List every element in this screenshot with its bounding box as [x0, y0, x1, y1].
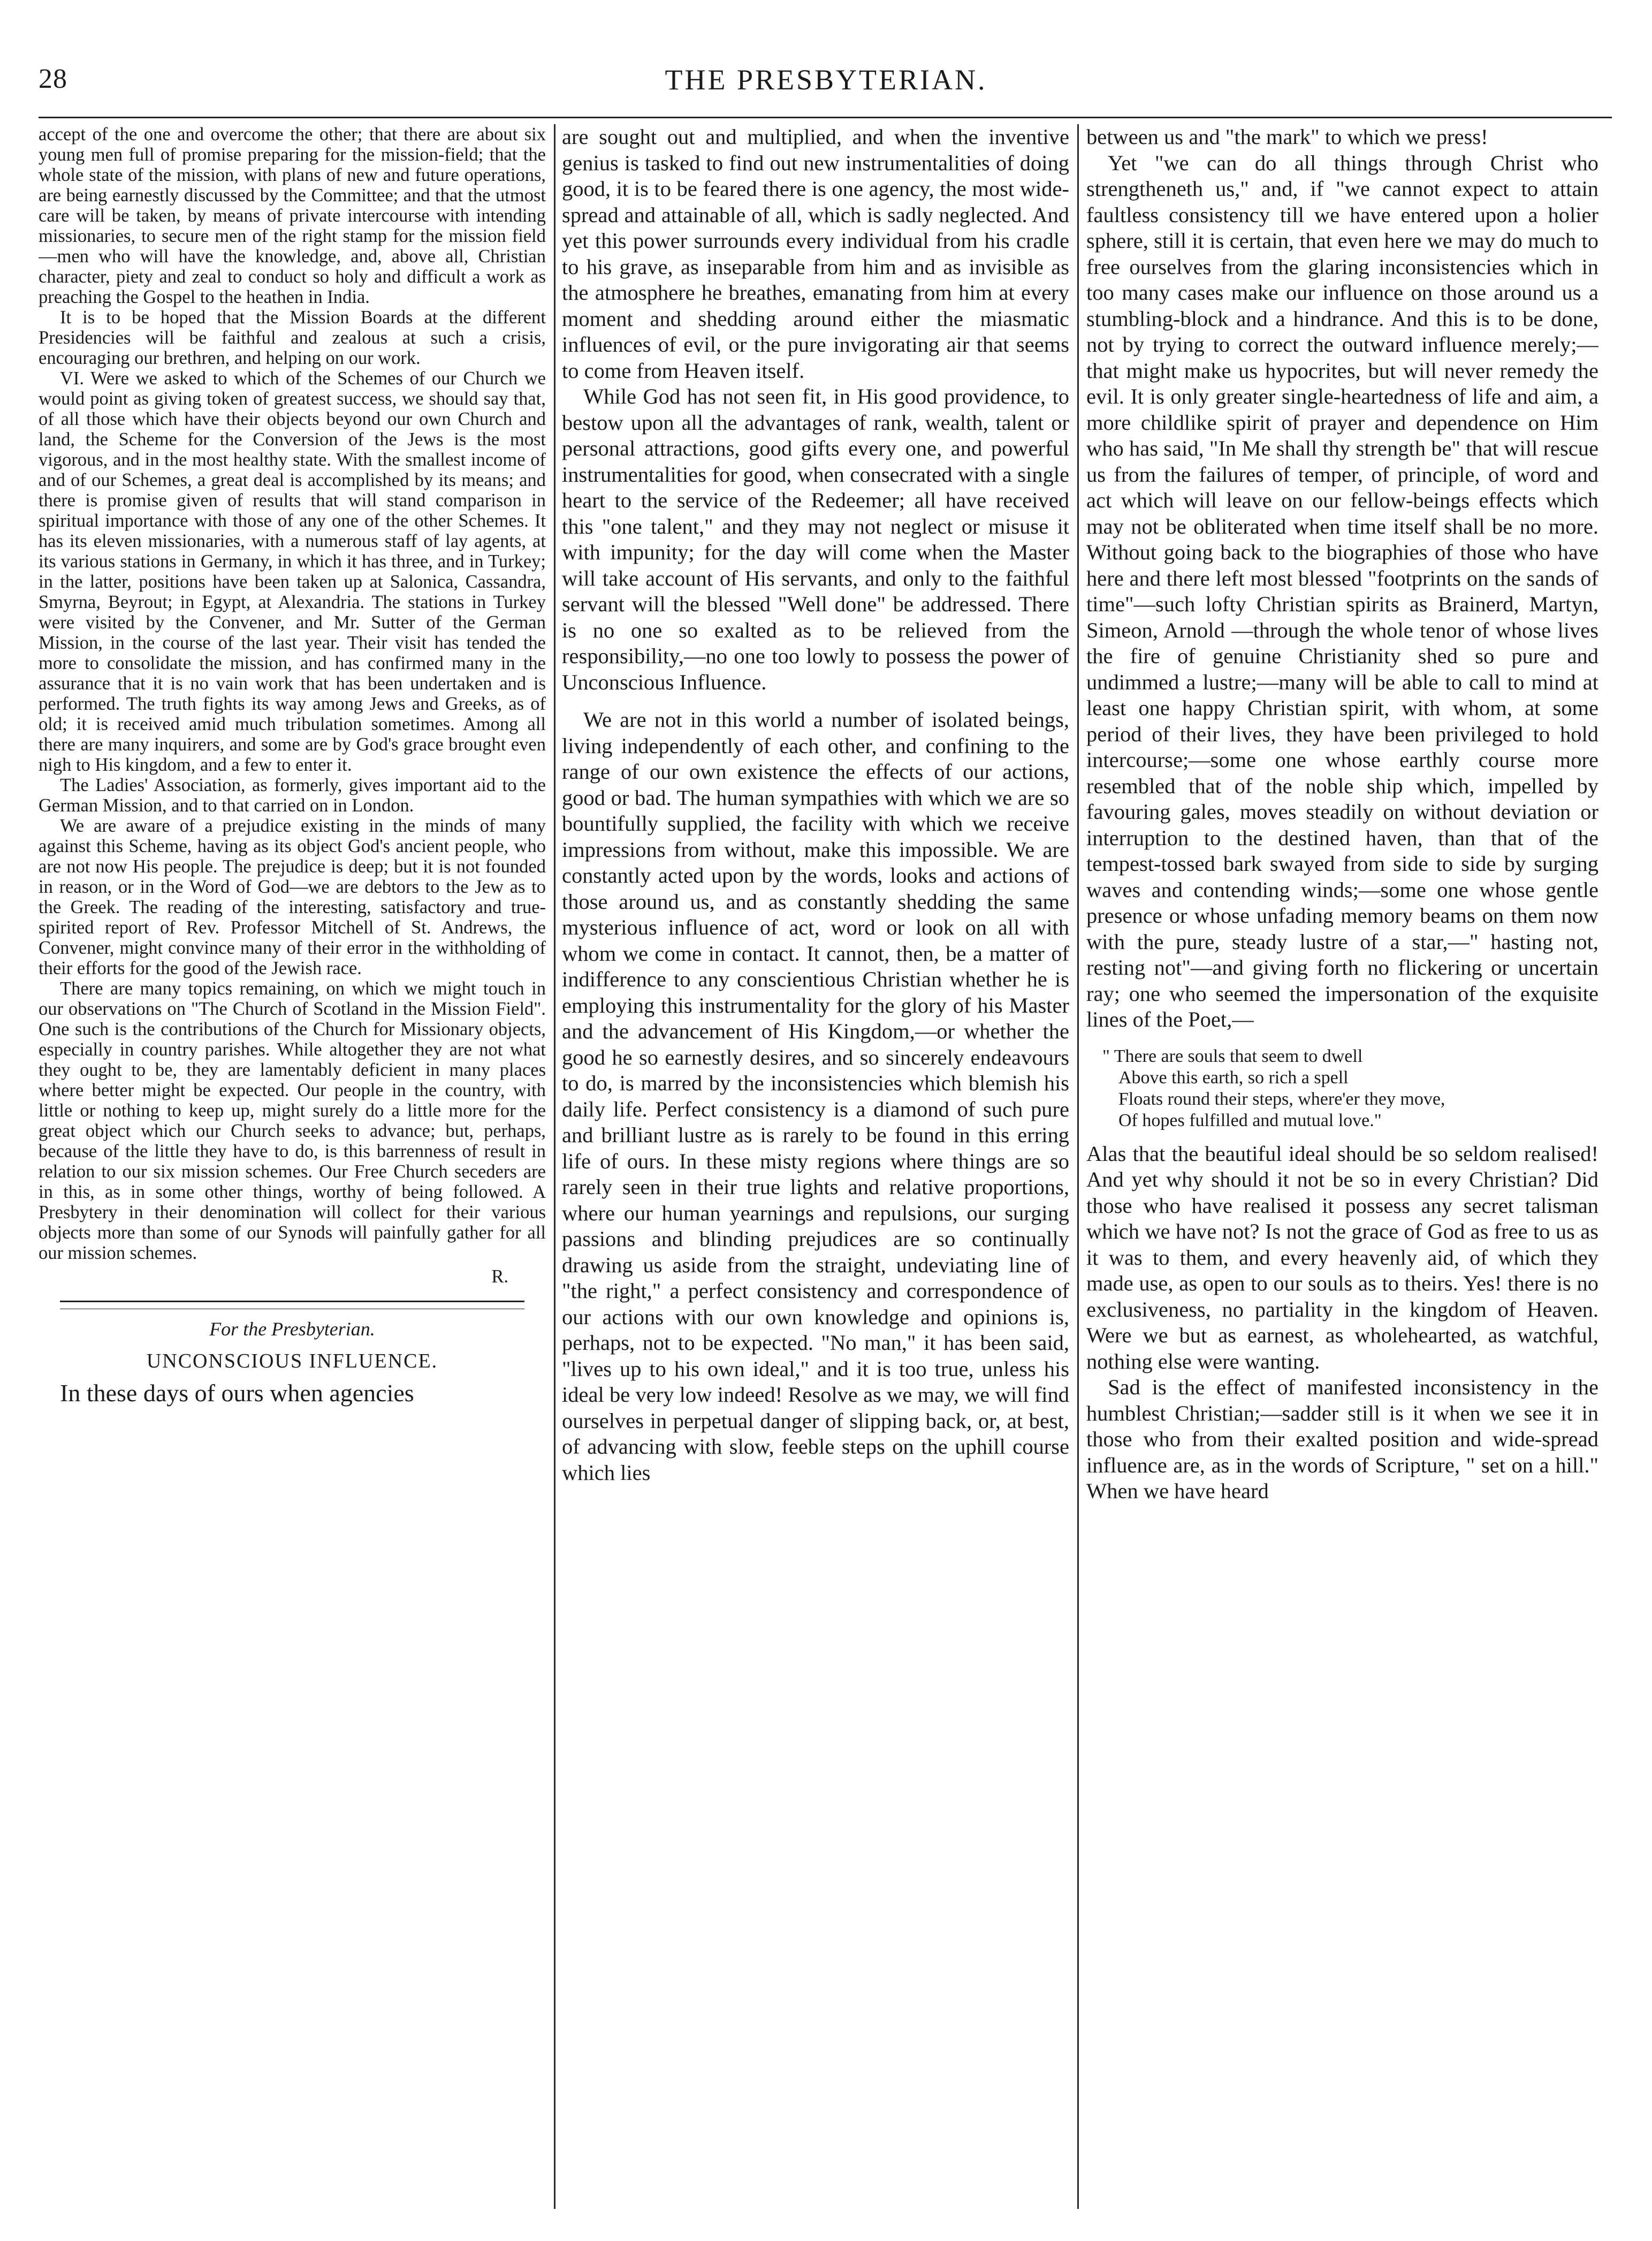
paragraph: We are aware of a prejudice existing in the minds of many against this Scheme, having as its object God's ancient people, who are not now His people. The prejudice is deep; but it is not founded in reason, or in the Word of God—we are debtors to the Jew as to the Greek. The reading of the interesting, satisfactory and true-spirited report of Rev. Professor Mitchell of St. Andrews, the Convener, might convince many of their error in the withholding of their efforts for the good of the Jewish race. [39, 816, 546, 978]
article-title: UNCONSCIOUS INFLUENCE. [146, 1350, 438, 1372]
paragraph: While God has not seen fit, in His good providence, to bestow upon all the advantages of rank, wealth, talent or personal attractions, good gifts every one, and powerful instrumentalities for good, when consecrated with a single heart to the service of the Redeemer; all have received this "one talent," and they may not neglect or misuse it with impunity; for the day will come when the Master will take account of His servants, and only to the faithful servant will the blessed "Well done" be addressed. There is no one so exalted as to be relieved from the responsibility,—no one too lowly to possess the power of Unconscious Influence. [562, 384, 1069, 694]
paragraph: Alas that the beautiful ideal should be so seldom realised! And yet why should it not be so in every Christian? Did those who have realised it possess any secret talisman which we have not? Is not the grace of God as free to us as it was to them, and every heavenly aid, of which they made use, as open to our souls as to theirs. Yes! there is no exclusiveness, no partiality in the kingdom of Heaven. Were we but as earnest, as wholehearted, as watchful, nothing else were wanting. [1086, 1141, 1598, 1373]
paragraph: are sought out and multiplied, and when the inventive genius is tasked to find out new instrumentalities of doing good, it is to be feared there is one agency, the most wide-spread and attainable of all, which is sadly neglected. And yet this power surrounds every individual from his cradle to his grave, as inseparable from him and as invisible as the atmosphere he breathes, emanating from him at every moment and shedding around either the miasmatic influences of evil, or the pure invigorating air that seems to come from Heaven itself. [562, 125, 1069, 383]
poem-line: Of hopes fulfilled and mutual love." [1118, 1110, 1382, 1130]
running-title: THE PRESBYTERIAN. [665, 64, 987, 96]
poem-line: Floats round their steps, where'er they move, [1118, 1089, 1445, 1109]
paragraph-gap [562, 695, 1069, 707]
byline: For the Presbyterian. [209, 1318, 375, 1340]
paragraph: Yet "we can do all things through Christ who strengtheneth us," and, if "we cannot expect to attain faultless consistency till we have entered upon a holier sphere, still it is certain, that even here we may do much to free ourselves from the glaring inconsistencies which in too many cases make our influence on those around us a stumbling-block and a hindrance. And this is to be done, not by trying to correct the outward influence merely;—that might make us hypocrites, but will never remedy the evil. It is only greater single-heartedness of life and aim, a more childlike spirit of prayer and dependence on Him who has said, "In Me shall thy strength be" that will rescue us from the failures of temper, of principle, of word and act which will leave on our fellow-beings effects which may not be obliterated when time itself shall be no more. Without going back to the biographies of those who have here and there left most blessed "footprints on the sands of time"—such lofty Christian spirits as Brainerd, Martyn, Simeon, Arnold —through the whole tenor of whose lives the fire of genuine Christianity shed so pure and undimmed a lustre;—many will be able to call to mind at least one happy Christian spirit, with whom, at some period of their lives, they have been privileged to hold intercourse;—some one whose earthly course more resembled that of the noble ship which, impelled by favouring gales, moves steadily on without deviation or interruption to the destined haven, than that of the tempest-tossed bark swayed from side to side by surging waves and contending winds;—some one whose gentle presence or whose unfading memory beams on them now with the pure, steady lustre of a star,—" hasting not, resting not"—and giving forth no flickering or uncertain ray; one who seemed the impersonation of the exquisite lines of the Poet,— [1086, 150, 1598, 1031]
paragraph: accept of the one and overcome the other; that there are about six young men full of promise preparing for the mission-field; that the whole state of the mission, with plans of new and future operations, are being earnestly discussed by the Committee; and that the utmost care will be taken, by means of private intercourse with intending missionaries, to secure men of the right stamp for the mission field—men who will have the knowledge, and, above all, Christian character, piety and zeal to conduct so holy and difficult a work as preaching the Gospel to the heathen in India. [39, 124, 546, 307]
column-3 [1086, 124, 1598, 2209]
paragraph: There are many topics remaining, on which we might touch in our observations on "The Church of Scotland in the Mission Field". One such is the contributions of the Church for Missionary objects, especially in country parishes. While altogether they are not what they ought to be, they are lamentably deficient in many places where better might be expected. Our people in the country, with little or nothing to keep up, might surely do a little more for the great object which our Church seeks to advance; but, perhaps, because of the little they have to do, is this barrenness of result in relation to our six mission schemes. Our Free Church seceders are in this, as in some other things, worthy of being followed. A Presbytery in their denomination will collect for their various objects more than some of our Synods will painfully gather for all our mission schemes. [39, 978, 546, 1263]
column-2 [562, 124, 1069, 2209]
column-divider [554, 124, 555, 2209]
paragraph: The Ladies' Association, as formerly, gives important aid to the German Mission, and to that carried on in London. [39, 775, 546, 816]
paragraph: between us and "the mark" to which we press! [1086, 125, 1488, 149]
signature: R. [491, 1266, 508, 1287]
column-divider [1077, 124, 1079, 2209]
poem-line: " There are souls that seem to dwell [1102, 1046, 1363, 1066]
paragraph: We are not in this world a number of isolated beings, living independently of each other, and confining to the range of our own existence the effects of our actions, good or bad. The human sympathies with which we are so bountifully supplied, the facility with which we receive impressions from without, make this impossible. We are constantly acted upon by the words, looks and actions of those around us, and as constantly shedding the same mysterious influence of act, word or look on all with whom we come in contact. It cannot, then, be a matter of indifference to any conscientious Christian whether he is employing this instrumentality for the glory of his Master and the advancement of His Kingdom,—or whether the good he so earnestly desires, and so sincerely endeavours to do, is marred by the inconsistencies which blemish his daily life. Perfect consistency is a diamond of such pure and brilliant lustre as is rarely to be found in this erring life of ours. In these misty regions where things are so rarely seen in their true lights and relative proportions, where our human yearnings and repulsions, our surging passions and blinding prejudices are so continually drawing us aside from the straight, undeviating line of "the right," a perfect consistency and correspondence of our actions with our own knowledge and opinions is, perhaps, not to be expected. "No man," it has been said, "lives up to his own ideal," and it is too true, unless his ideal be very low indeed! Resolve as we may, we will find ourselves in perpetual danger of slipping back, or, at best, of advancing with slow, feeble steps on the uphill course which lies [562, 708, 1069, 1485]
header-rule [39, 117, 1612, 118]
paragraph: VI. Were we asked to which of the Schemes of our Church we would point as giving token of greatest success, we should say that, of all those which have their objects beyond our own Church and land, the Scheme for the Conversion of the Jews is the most vigorous, and in the most healthy state. With the smallest income of and of our Schemes, a great deal is accomplished by its means; and there is promise given of results that will stand comparison in spiritual importance with those of any one of the other Schemes. It has its eleven missionaries, with a numerous staff of lay agents, at its various stations in Germany, in which it has three, and in Turkey; in the latter, positions have been taken up at Salonica, Cassandra, Smyrna, Beyrout; in Egypt, at Alexandria. The stations in Turkey were visited by the Convener, and Mr. Sutter of the German Mission, in the course of the last year. Their visit has tended the more to consolidate the mission, and has confirmed many in the assurance that it is no vain work that has been undertaken and is performed. The truth fights its way among Jews and Greeks, as of old; it is received amid much tribulation sometimes. Among all there are many inquirers, and some are by God's grace brought even nigh to His kingdom, and a few to enter it. [39, 368, 546, 775]
column-1 [39, 124, 546, 2209]
page-header [0, 63, 1652, 106]
paragraph: It is to be hoped that the Mission Boards at the different Presidencies will be faithful and zealous at such a crisis, encouraging our brethren, and helping on our work. [39, 307, 546, 368]
poem-line: Above this earth, so rich a spell [1118, 1067, 1349, 1088]
poem-quote [1102, 1046, 1598, 1131]
ornamental-rule [60, 1301, 524, 1309]
page-number: 28 [39, 64, 67, 94]
paragraph: Sad is the effect of manifested inconsistency in the humblest Christian;—sadder still is it when we see it in those who from their exalted position and wide-spread influence are, as in the words of Scripture, " set on a hill." When we have heard [1086, 1375, 1598, 1503]
article-lead: In these days of ours when agencies [60, 1379, 414, 1407]
